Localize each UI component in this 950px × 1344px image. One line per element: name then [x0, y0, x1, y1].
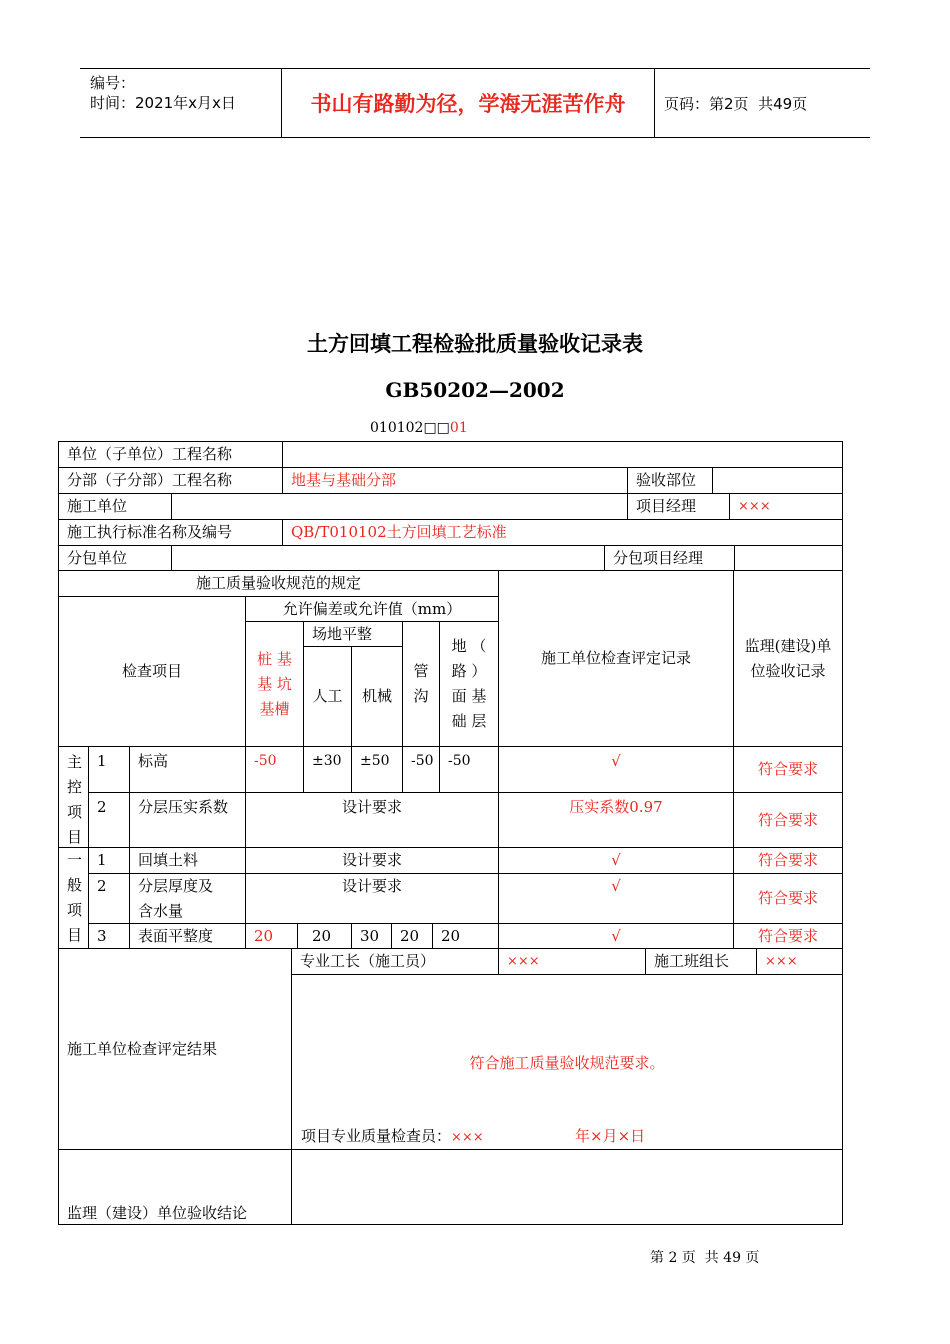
main-row-1-pipe: -50	[402, 746, 440, 793]
general-row-3-item: 表面平整度	[129, 923, 246, 949]
main-row-1-record: √	[498, 746, 734, 793]
main-row-1-pit: -50	[245, 746, 304, 793]
team-leader-value[interactable]: ×××	[756, 948, 843, 975]
acceptance-part-label: 验收部位	[627, 467, 713, 494]
main-row-2-requirement: 设计要求	[245, 792, 499, 848]
unit-name-label: 单位（子单位）工程名称	[58, 441, 283, 468]
inspection-date: 年×月×日	[575, 1127, 646, 1145]
general-row-3-no: 3	[88, 923, 130, 949]
form-code	[370, 420, 468, 436]
header-number-label: 编号：	[90, 74, 136, 92]
header-page-info: 页码：第2页 共49页	[664, 94, 808, 113]
header-meta	[90, 73, 236, 113]
col-manual-header: 人工	[303, 646, 352, 747]
supervision-header: 监理(建设)单位验收记录	[733, 570, 843, 747]
general-group: 一般项目	[58, 847, 89, 949]
main-row-1-no: 1	[88, 746, 130, 793]
general-row-2-record: √	[498, 873, 734, 924]
general-row-1-result: 符合要求	[733, 847, 843, 874]
form-code-suffix: 01	[449, 420, 468, 436]
foreman-value[interactable]: ×××	[498, 948, 646, 975]
unit-name-value[interactable]	[282, 441, 843, 468]
col-pit-header: 桩 基 基 坑 基槽	[245, 621, 304, 747]
main-row-2-record: 压实系数0.97	[498, 792, 734, 848]
header-divider	[654, 69, 655, 137]
header-motto: 书山有路勤为径，学海无涯苦作舟	[310, 92, 626, 116]
main-row-1-manual: ±30	[303, 746, 352, 793]
acceptance-part-value[interactable]	[712, 467, 843, 494]
general-row-3-machine: 30	[351, 923, 392, 949]
col-site-header: 场地平整	[303, 621, 403, 647]
result-section-body	[291, 974, 843, 1150]
subcontract-manager-value[interactable]	[734, 545, 843, 571]
general-row-3-record: √	[498, 923, 734, 949]
general-row-1-item: 回填土料	[129, 847, 246, 874]
foreman-label: 专业工长（施工员）	[291, 948, 499, 975]
project-manager-label: 项目经理	[627, 493, 730, 520]
subdivision-value[interactable]: 地基与基础分部	[282, 467, 628, 494]
header-time-label: 时间：2021年x月x日	[90, 94, 236, 112]
subcontractor-value[interactable]	[171, 545, 605, 571]
general-row-3-pit: 20	[245, 923, 298, 949]
main-row-1-machine: ±50	[351, 746, 403, 793]
main-row-1-result: 符合要求	[733, 746, 843, 793]
general-row-1-record: √	[498, 847, 734, 874]
constructor-value[interactable]	[171, 493, 628, 520]
supervision-section-body[interactable]	[291, 1149, 843, 1225]
constructor-label: 施工单位	[58, 493, 172, 520]
col-machine-header: 机械	[351, 646, 403, 747]
supervision-section-label-cell	[58, 1149, 292, 1225]
inspector-value: ×××	[451, 1130, 484, 1145]
page-footer: 第 2 页 共 49 页	[650, 1250, 760, 1266]
standard-value[interactable]: QB/T010102土方回填工艺标准	[282, 519, 843, 546]
page-header	[80, 68, 870, 138]
general-row-2-item: 分层厚度及含水量	[129, 873, 246, 924]
col-pipe-header: 管沟	[402, 621, 440, 747]
subcontractor-label: 分包单位	[58, 545, 172, 571]
general-row-3-result: 符合要求	[733, 923, 843, 949]
result-section-label: 施工单位检查评定结果	[58, 948, 292, 1150]
main-row-1-item: 标高	[129, 746, 246, 793]
team-leader-label: 施工班组长	[645, 948, 757, 975]
main-row-2-item: 分层压实系数	[129, 792, 246, 848]
main-row-2-no: 2	[88, 792, 130, 848]
form-code-prefix: 010102□□	[370, 420, 450, 436]
general-row-3-manual: 20	[297, 923, 352, 949]
general-row-3-road: 20	[432, 923, 499, 949]
standard-code: GB50202—2002	[385, 378, 565, 402]
general-row-2-result: 符合要求	[733, 873, 843, 924]
record-header: 施工单位检查评定记录	[498, 570, 734, 747]
general-row-1-no: 1	[88, 847, 130, 874]
document-title: 土方回填工程检验批质量验收记录表	[307, 331, 643, 356]
subdivision-label: 分部（子分部）工程名称	[58, 467, 283, 494]
general-row-1-requirement: 设计要求	[245, 847, 499, 874]
standard-label: 施工执行标准名称及编号	[58, 519, 283, 546]
main-row-1-road: -50	[439, 746, 499, 793]
main-row-2-result: 符合要求	[733, 792, 843, 848]
tolerance-label: 允许偏差或允许值（mm）	[245, 596, 499, 622]
result-conclusion: 符合施工质量验收规范要求。	[469, 1054, 665, 1072]
check-item-header: 检查项目	[58, 596, 246, 747]
project-manager-value[interactable]: ×××	[729, 493, 843, 520]
general-row-2-requirement: 设计要求	[245, 873, 499, 924]
main-control-group: 主控项目	[58, 746, 89, 848]
inspector-label: 项目专业质量检查员：	[301, 1127, 452, 1145]
subcontract-manager-label: 分包项目经理	[604, 545, 735, 571]
general-row-3-pipe: 20	[391, 923, 433, 949]
general-row-2-no: 2	[88, 873, 130, 924]
spec-label: 施工质量验收规范的规定	[58, 570, 499, 597]
col-road-header: 地 （ 路 ） 面 基 础 层	[439, 621, 499, 747]
supervision-section-label: 监理（建设）单位验收结论	[67, 1204, 248, 1222]
inspector-line	[301, 1124, 484, 1150]
